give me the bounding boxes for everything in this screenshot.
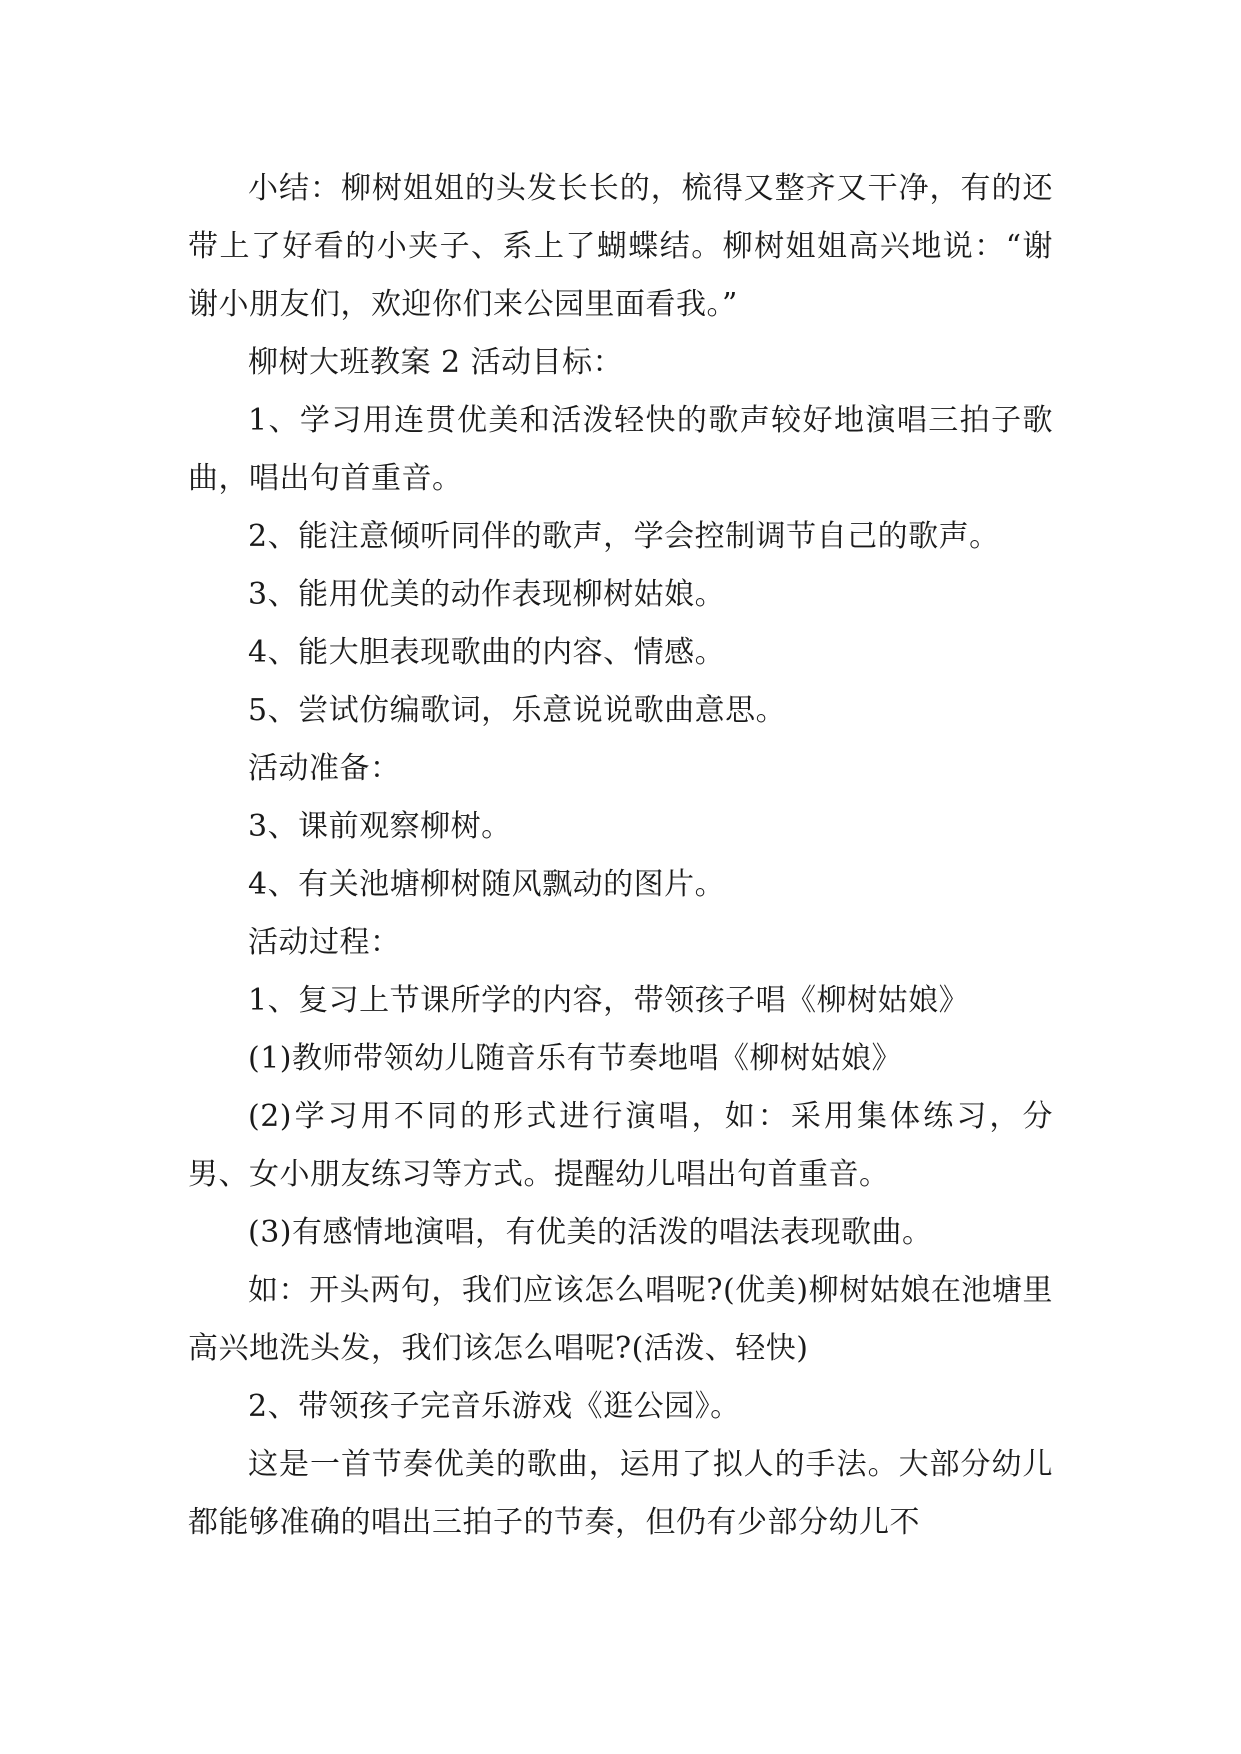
paragraph-process-1-c: (3)有感情地演唱，有优美的活泼的唱法表现歌曲。 xyxy=(248,1215,933,1250)
paragraph-process-1-a: (1)教师带领幼儿随音乐有节奏地唱《柳树姑娘》 xyxy=(248,1041,902,1076)
paragraph-goal-4: 4、能大胆表现歌曲的内容、情感。 xyxy=(248,635,726,670)
paragraph-goal-3: 3、能用优美的动作表现柳树姑娘。 xyxy=(248,577,726,612)
paragraph-summary: 小结：柳树姐姐的头发长长的，梳得又整齐又干净，有的还带上了好看的小夹子、系上了蝴蝶结。柳树姐姐高兴地说：“谢谢小朋友们，欢迎你们来公园里面看我。” xyxy=(188,171,1053,322)
paragraph-goal-5: 5、尝试仿编歌词，乐意说说歌曲意思。 xyxy=(248,693,787,728)
paragraph-process-1: 1、复习上节课所学的内容，带领孩子唱《柳树姑娘》 xyxy=(248,983,970,1018)
paragraph-goal-1: 1、学习用连贯优美和活泼轻快的歌声较好地演唱三拍子歌曲，唱出句首重音。 xyxy=(188,403,1053,496)
paragraph-process-2: 2、带领孩子完音乐游戏《逛公园》。 xyxy=(248,1389,741,1424)
paragraph-preparation-4: 4、有关池塘柳树随风飘动的图片。 xyxy=(248,867,726,902)
paragraph-goal-2: 2、能注意倾听同伴的歌声，学会控制调节自己的歌声。 xyxy=(248,519,1000,554)
paragraph-preparation-3: 3、课前观察柳树。 xyxy=(248,809,512,844)
document-body xyxy=(188,160,1053,1552)
paragraph-lesson-goals-heading: 柳树大班教案 2 活动目标： xyxy=(248,345,624,380)
paragraph-example: 如：开头两句，我们应该怎么唱呢?(优美)柳树姑娘在池塘里高兴地洗头发，我们该怎么唱呢?(活泼、轻快) xyxy=(188,1273,1053,1366)
paragraph-reflection: 这是一首节奏优美的歌曲，运用了拟人的手法。大部分幼儿都能够准确的唱出三拍子的节奏，但仍有少部分幼儿不 xyxy=(188,1447,1053,1540)
paragraph-preparation-heading: 活动准备： xyxy=(248,751,401,786)
paragraph-process-heading: 活动过程： xyxy=(248,925,401,960)
paragraph-process-1-b: (2)学习用不同的形式进行演唱，如：采用集体练习，分男、女小朋友练习等方式。提醒幼儿唱出句首重音。 xyxy=(188,1099,1053,1192)
